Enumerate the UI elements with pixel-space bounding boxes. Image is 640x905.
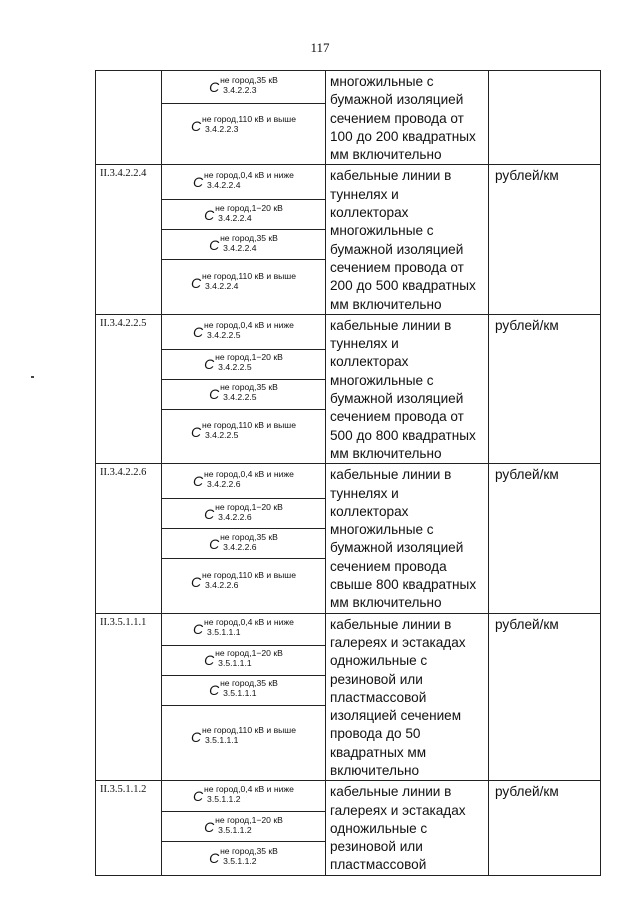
row-description: [326, 71, 489, 165]
cost-formula: [193, 617, 294, 641]
description-line: одножильные с: [330, 653, 428, 669]
formula-subcell: [162, 259, 325, 305]
description-line: галереях и эстакадах: [330, 802, 466, 818]
description-line: сечением провода: [330, 558, 447, 574]
formula-cell: [162, 165, 326, 314]
formula-symbol: C: [209, 535, 220, 552]
formula-superscript: не город,1−20 кВ: [215, 648, 283, 659]
formula-subcell: [162, 71, 325, 103]
formula-subcell: [162, 464, 325, 498]
description-line: 100 до 200 квадратных: [330, 128, 476, 144]
row-unit: рублей/км: [489, 781, 601, 875]
row-unit: рублей/км: [489, 314, 601, 463]
formula-subscript: 3.4.2.2.5: [223, 392, 257, 403]
formula-symbol: C: [209, 386, 220, 403]
row-unit: [489, 71, 601, 165]
description-line: многожильные с: [330, 522, 434, 538]
formula-symbol: C: [193, 323, 204, 340]
formula-subcell: [162, 409, 325, 455]
description-line: кабельные линии в: [330, 317, 452, 333]
cost-formula: [209, 75, 278, 99]
formula-subscript: 3.4.2.2.3: [223, 85, 257, 95]
formula-symbol: C: [204, 652, 215, 669]
description-line: коллекторах: [330, 205, 409, 221]
row-unit: рублей/км: [489, 165, 601, 314]
formula-subcell: [162, 675, 325, 705]
description-line: мм включительно: [330, 147, 442, 163]
formula-superscript: не город,1−20 кВ: [215, 202, 283, 213]
row-description: [326, 314, 489, 463]
formula-symbol: C: [209, 79, 220, 95]
formula-superscript: не город,1−20 кВ: [215, 352, 283, 363]
description-line: резиновой или: [330, 671, 423, 687]
description-line: провода до 50: [330, 726, 421, 742]
formula-subcell: [162, 315, 325, 349]
row-code: II.3.4.2.2.4: [96, 165, 162, 314]
formula-symbol: C: [209, 849, 220, 866]
description-line: коллекторах: [330, 503, 409, 519]
formula-superscript: не город,35 кВ: [220, 531, 278, 542]
description-line: 500 до 800 квадратных: [330, 427, 476, 443]
formula-superscript: не город,35 кВ: [220, 75, 278, 85]
description-line: сечением провода от: [330, 259, 464, 275]
tariff-table: [95, 70, 601, 876]
formula-superscript: не город,35 кВ: [220, 845, 278, 856]
formula-superscript: не город,110 кВ и выше: [202, 270, 296, 281]
formula-superscript: не город,1−20 кВ: [215, 814, 283, 825]
cost-formula: [204, 815, 283, 839]
formula-superscript: не город,0,4 кВ и ниже: [204, 784, 294, 795]
cost-formula: [191, 420, 296, 444]
description-line: мм включительно: [330, 445, 442, 461]
formula-superscript: не город,1−20 кВ: [215, 501, 283, 512]
row-unit: рублей/км: [489, 613, 601, 781]
cost-formula: [193, 170, 294, 194]
formula-symbol: C: [193, 621, 204, 638]
formula-superscript: не город,110 кВ и выше: [202, 724, 296, 735]
cost-formula: [204, 352, 283, 376]
formula-subcell: [162, 199, 325, 229]
formula-subcell: [162, 349, 325, 379]
formula-subcell: [162, 229, 325, 259]
formula-subscript: 3.5.1.1.2: [223, 855, 257, 866]
formula-subscript: 3.5.1.1.2: [207, 794, 241, 805]
description-line: кабельные линии в: [330, 616, 452, 632]
cost-formula: [209, 382, 278, 406]
description-line: мм включительно: [330, 296, 442, 312]
row-code: II.3.5.1.1.2: [96, 781, 162, 875]
description-line: кабельные линии в: [330, 784, 452, 800]
description-line: изоляцией сечением: [330, 708, 462, 724]
formula-subscript: 3.4.2.2.4: [218, 212, 252, 223]
formula-superscript: не город,0,4 кВ и ниже: [204, 319, 294, 330]
formula-subscript: 3.4.2.2.4: [205, 280, 239, 291]
description-line: включительно: [330, 762, 420, 778]
cost-formula: [209, 532, 278, 556]
formula-subcell: [162, 379, 325, 409]
page-number: 117: [310, 40, 330, 55]
formula-symbol: C: [204, 818, 215, 835]
formula-symbol: C: [204, 206, 215, 223]
formula-subscript: 3.5.1.1.2: [218, 824, 252, 835]
row-description: [326, 165, 489, 314]
description-line: многожильные с: [330, 372, 434, 388]
cost-formula: [193, 320, 294, 344]
description-line: галереях и эстакадах: [330, 634, 466, 650]
cost-formula: [204, 203, 283, 227]
row-description: [326, 781, 489, 875]
description-line: бумажной изоляцией: [330, 391, 464, 407]
formula-cell: [162, 314, 326, 463]
formula-subscript: 3.5.1.1.1: [205, 734, 239, 745]
row-unit: рублей/км: [489, 464, 601, 613]
description-line: бумажной изоляцией: [330, 92, 464, 108]
formula-subcell: [162, 498, 325, 528]
formula-subscript: 3.5.1.1.1: [207, 627, 241, 638]
description-line: многожильные с: [330, 223, 434, 239]
formula-symbol: C: [209, 682, 220, 699]
description-line: 200 до 500 квадратных: [330, 278, 476, 294]
table-row: [96, 314, 601, 463]
row-description: [326, 613, 489, 781]
cost-formula: [191, 114, 296, 138]
cost-formula: [191, 570, 296, 594]
formula-subcell: [162, 781, 325, 811]
formula-subscript: 3.5.1.1.1: [218, 658, 252, 669]
description-line: туннелях и: [330, 336, 399, 352]
formula-superscript: не город,35 кВ: [220, 232, 278, 243]
formula-subscript: 3.4.2.2.6: [207, 479, 241, 490]
cost-formula: [193, 469, 294, 493]
formula-subscript: 3.4.2.2.5: [205, 430, 239, 441]
formula-symbol: C: [193, 788, 204, 805]
description-line: коллекторах: [330, 354, 409, 370]
description-line: сечением провода от: [330, 409, 464, 425]
formula-superscript: не город,0,4 кВ и ниже: [204, 469, 294, 480]
row-code: II.3.4.2.2.5: [96, 314, 162, 463]
description-line: кабельные линии в: [330, 467, 452, 483]
description-line: одножильные с: [330, 820, 428, 836]
table-row: [96, 613, 601, 781]
cost-formula: [209, 678, 278, 702]
formula-subscript: 3.5.1.1.1: [223, 688, 257, 699]
description-line: бумажной изоляцией: [330, 540, 464, 556]
formula-symbol: C: [209, 236, 220, 253]
description-line: сечением провода от: [330, 110, 464, 126]
formula-subcell: [162, 705, 325, 768]
formula-subcell: [162, 645, 325, 675]
description-line: пластмассовой: [330, 689, 427, 705]
description-line: резиновой или: [330, 839, 423, 855]
formula-symbol: C: [193, 174, 204, 191]
row-description: [326, 464, 489, 613]
cost-formula: [193, 784, 294, 808]
formula-superscript: не город,35 кВ: [220, 678, 278, 689]
formula-symbol: C: [191, 117, 202, 134]
formula-symbol: C: [193, 473, 204, 490]
description-line: бумажной изоляцией: [330, 241, 464, 257]
formula-subscript: 3.4.2.2.6: [223, 541, 257, 552]
description-line: многожильные с: [330, 74, 434, 89]
formula-symbol: C: [191, 424, 202, 441]
formula-subscript: 3.4.2.2.4: [223, 242, 257, 253]
formula-superscript: не город,110 кВ и выше: [202, 569, 296, 580]
description-line: свыше 800 квадратных: [330, 577, 477, 593]
description-line: квадратных мм: [330, 744, 427, 760]
formula-superscript: не город,0,4 кВ и ниже: [204, 617, 294, 628]
formula-subscript: 3.4.2.2.6: [205, 579, 239, 590]
description-line: туннелях и: [330, 186, 399, 202]
formula-subcell: [162, 841, 325, 873]
formula-subscript: 3.4.2.2.5: [207, 329, 241, 340]
formula-symbol: C: [191, 274, 202, 291]
scan-speck: [31, 376, 34, 378]
formula-subscript: 3.4.2.2.5: [218, 362, 252, 373]
formula-subcell: [162, 103, 325, 147]
table-row: [96, 165, 601, 314]
cost-formula: [191, 271, 296, 295]
cost-formula: [204, 648, 283, 672]
formula-superscript: не город,35 кВ: [220, 382, 278, 393]
cost-formula: [209, 846, 278, 870]
formula-superscript: не город,110 кВ и выше: [202, 113, 296, 124]
description-line: пластмассовой: [330, 857, 427, 873]
formula-cell: [162, 781, 326, 875]
cost-formula: [209, 233, 278, 257]
row-code: II.3.5.1.1.1: [96, 613, 162, 781]
description-line: кабельные линии в: [330, 168, 452, 184]
cost-formula: [204, 502, 283, 526]
formula-subscript: 3.4.2.2.4: [207, 180, 241, 191]
table-row: [96, 71, 601, 165]
formula-cell: [162, 613, 326, 781]
row-code: II.3.4.2.2.6: [96, 464, 162, 613]
formula-subcell: [162, 558, 325, 604]
formula-symbol: C: [204, 356, 215, 373]
formula-cell: [162, 71, 326, 165]
formula-subcell: [162, 614, 325, 645]
formula-subscript: 3.4.2.2.6: [218, 511, 252, 522]
formula-cell: [162, 464, 326, 613]
table-row: [96, 464, 601, 613]
description-line: туннелях и: [330, 485, 399, 501]
formula-subcell: [162, 528, 325, 558]
cost-formula: [191, 725, 296, 749]
formula-superscript: не город,110 кВ и выше: [202, 420, 296, 431]
formula-symbol: C: [191, 573, 202, 590]
formula-subscript: 3.4.2.2.3: [205, 123, 239, 134]
formula-subcell: [162, 811, 325, 841]
row-code: [96, 71, 162, 165]
formula-symbol: C: [204, 505, 215, 522]
formula-superscript: не город,0,4 кВ и ниже: [204, 170, 294, 181]
table-row: [96, 781, 601, 875]
formula-symbol: C: [191, 728, 202, 745]
formula-subcell: [162, 165, 325, 199]
description-line: мм включительно: [330, 595, 442, 611]
